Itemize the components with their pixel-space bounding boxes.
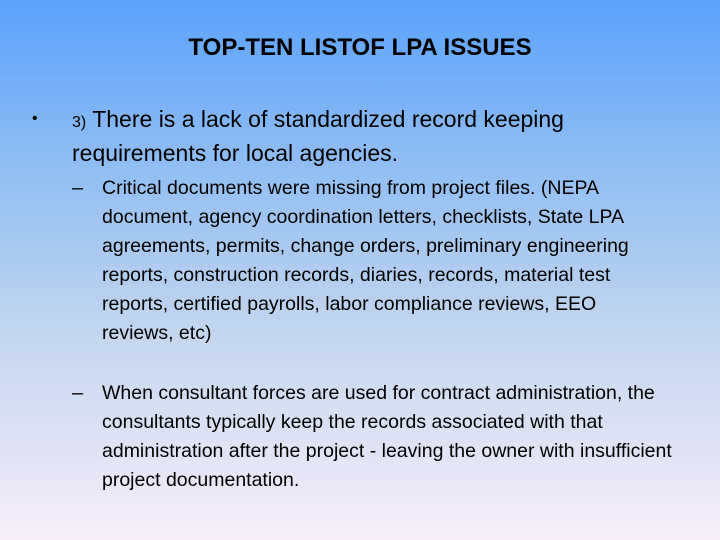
subpoint-dash: – [72,382,84,404]
slide-title: TOP-TEN LISTOF LPA ISSUES [188,34,532,61]
subpoint-text: Critical documents were missing from project files. (NEPA document, agency coordination letters, checklists, State LPA agreements, permits, change orders, preliminary engineering reports, construction records, diaries, records, material test reports, certified payrolls, labor compliance reviews, EEO reviews, etc) [102,177,629,344]
bullet-body: There is a lack of standardized record keeping requirements for local agencies. [72,106,564,166]
subpoint-dash: – [72,177,84,199]
subpoint-consultant-records [72,379,672,495]
subpoint-missing-documents [72,174,672,347]
bullet-number: 3) [72,114,87,131]
subpoint-text: When consultant forces are used for contract administration, the consultants typically keep the records associated with that administration after the project - leaving the owner with insufficient project documentation. [102,382,672,491]
main-bullet [32,104,692,169]
bullet-marker: • [32,110,38,127]
main-bullet-text [72,104,692,169]
